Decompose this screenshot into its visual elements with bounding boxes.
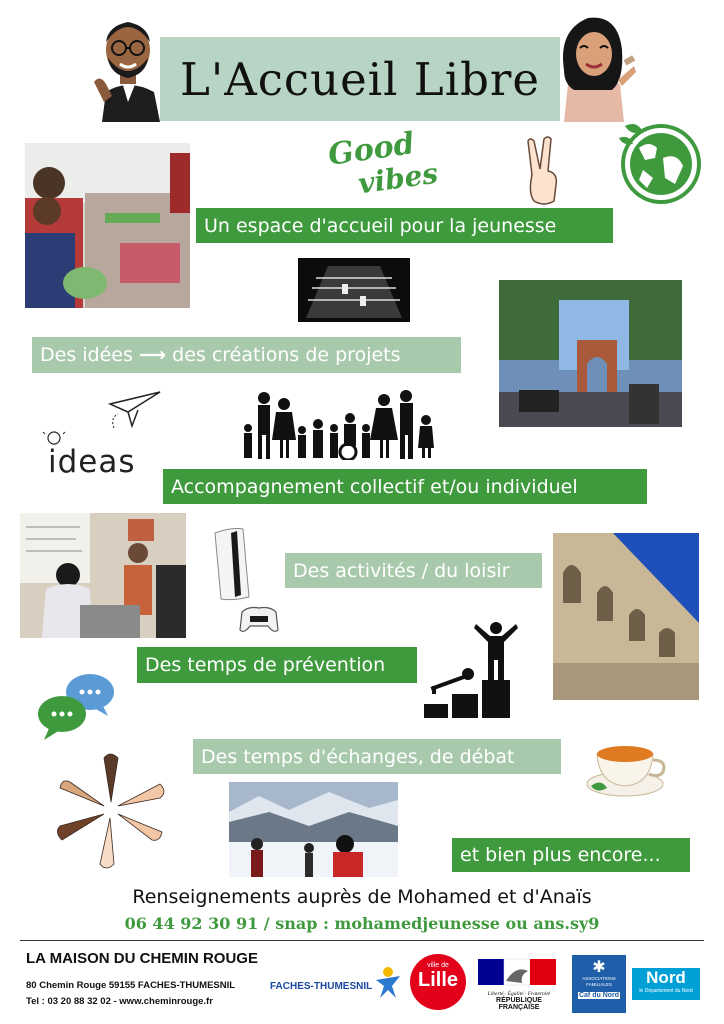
lille-text: Lille: [417, 969, 458, 991]
contact-details: 06 44 92 30 91 / snap : mohamedjeunesse ou ans.sy9: [124, 914, 600, 933]
feature-text: Un espace d'accueil pour la jeunesse: [204, 214, 557, 237]
good-word: Good: [325, 126, 417, 173]
caf-line2: Caf du Nord: [578, 992, 620, 999]
game-controller-icon: [238, 602, 280, 636]
nord-logo: [632, 968, 700, 1000]
peace-hand-icon: [524, 135, 564, 207]
org-name: LA MAISON DU CHEMIN ROUGE: [26, 950, 258, 967]
vibes-word: vibes: [356, 156, 440, 201]
game-console-icon: [211, 527, 253, 601]
photo-workshop: [20, 513, 186, 638]
page-title: L'Accueil Libre: [179, 52, 541, 106]
earth-icon: [617, 118, 703, 206]
org-address: 80 Chemin Rouge 59155 FACHES-THUMESNIL: [26, 980, 236, 991]
republique-francaise-logo: [476, 957, 562, 1013]
lille-logo: [410, 954, 466, 1010]
photo-ski: [229, 782, 398, 877]
feature-support: [163, 469, 647, 504]
arrow-right-icon: ⟶: [138, 344, 167, 366]
tea-cup-icon: [583, 728, 671, 800]
ideas-doodle: [38, 390, 168, 485]
feature-text: Des activités / du loisir: [293, 559, 510, 582]
success-podium-icon: [420, 620, 520, 718]
caf-star-icon: ✱: [592, 957, 606, 976]
caf-logo: [572, 955, 626, 1013]
contact-heading: Renseignements auprès de Mohamed et d'Anaïs: [132, 886, 592, 908]
feature-debate: [193, 739, 561, 774]
footer-divider: [20, 940, 704, 941]
photo-foosball: [298, 258, 410, 322]
lille-small-text: ville de: [427, 962, 449, 969]
family-silhouettes: [240, 390, 434, 460]
good-vibes-sticker: [322, 126, 442, 202]
caf-line1: ASSOCIATIONS FAMILIALES: [582, 976, 616, 987]
feature-ideas-projects: [32, 337, 461, 373]
chat-bubbles-icon: [36, 670, 116, 742]
feature-text: Accompagnement collectif et/ou individuel: [171, 475, 578, 498]
avatar-man: [92, 12, 164, 122]
feature-prevention: [137, 647, 417, 683]
photo-arch: [499, 280, 682, 427]
photo-arena: [553, 533, 699, 700]
faches-figure-icon: [370, 966, 402, 1000]
ideas-word: ideas: [48, 444, 136, 480]
photo-cooking: [25, 143, 190, 308]
feature-text: Des temps de prévention: [145, 654, 386, 676]
feature-more: [452, 838, 690, 872]
feature-text: Des idées: [40, 344, 133, 366]
rf-motto: Liberté · Égalité · Fraternité: [487, 991, 551, 997]
avatar-woman: [558, 10, 638, 122]
paper-plane-icon: [108, 390, 162, 430]
unity-hands-icon: [48, 748, 174, 874]
org-contact: Tel : 03 20 88 32 02 - www.cheminrouge.fr: [26, 996, 213, 1007]
feature-text: Des temps d'échanges, de débat: [201, 745, 515, 768]
faches-thumesnil-logo: FACHES-THUMESNIL: [270, 981, 373, 992]
feature-activities: [285, 553, 542, 588]
feature-welcome-space: [196, 208, 613, 243]
marianne-flag-icon: [476, 957, 562, 987]
rf-name: RÉPUBLIQUE FRANÇAISE: [496, 997, 542, 1011]
title-banner: [160, 37, 560, 121]
feature-text: des créations de projets: [172, 344, 401, 366]
feature-text: et bien plus encore...: [460, 844, 661, 866]
nord-subtext: le Département du Nord: [639, 988, 693, 994]
nord-text: Nord: [646, 968, 686, 987]
